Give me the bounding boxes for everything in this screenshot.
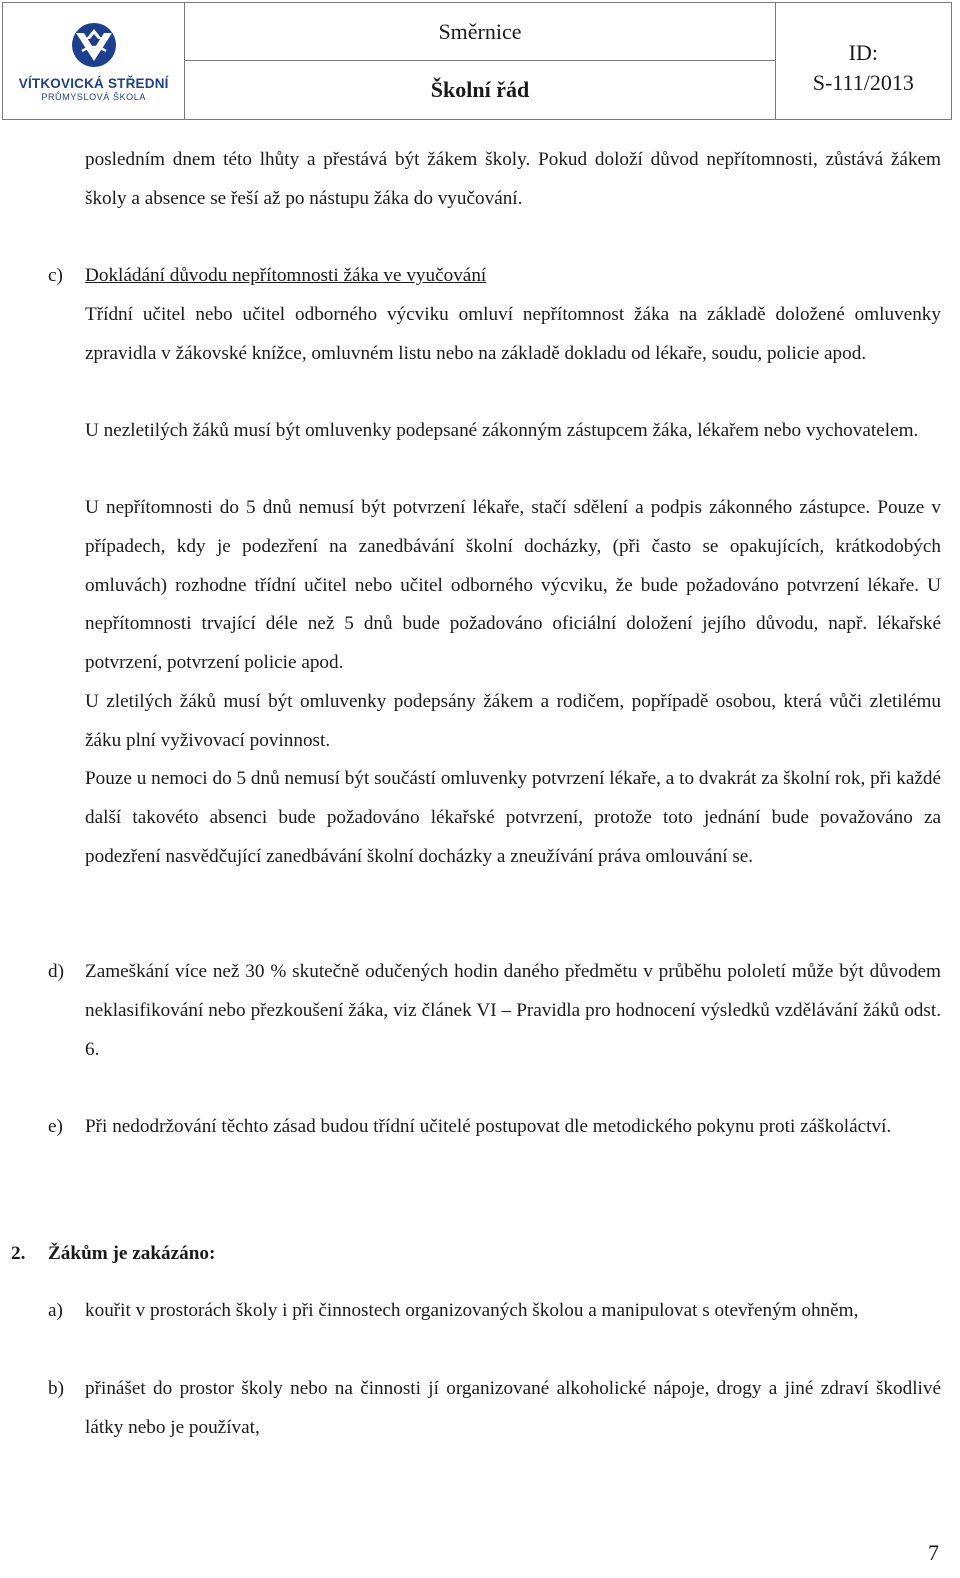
item-d-text: Zameškání více než 30 % skutečně odučených hodin daného předmětu v průběhu pololetí může být důvodem neklasifikování nebo přezkoušení žáka, viz článek VI – Pravidla pro hodnocení výsledků vzdělávání žáků odst. 6. <box>85 961 941 1060</box>
document-type: Směrnice <box>438 18 522 44</box>
logo-subtitle: PRŮMYSLOVÁ ŠKOLA <box>41 91 146 102</box>
section-2-item-b-marker: b) <box>48 1378 64 1399</box>
item-c-marker: c) <box>48 265 63 286</box>
continuation-paragraph: posledním dnem této lhůty a přestává být žákem školy. Pokud doloží důvod nepřítomnosti, zůstává žákem školy a absence se řeší až po nástupu žáka do vyučování. <box>85 149 941 209</box>
document-title: Školní řád <box>430 77 530 102</box>
section-2-item-a-marker: a) <box>48 1300 63 1321</box>
item-e-text: Při nedodržování těchto zásad budou třídní učitelé postupovat dle metodického pokynu proti záškoláctví. <box>85 1116 892 1137</box>
section-2-heading <box>11 1235 215 1274</box>
page-number: 7 <box>928 1540 939 1565</box>
logo-cell <box>3 3 185 120</box>
header-title-cell <box>185 3 775 120</box>
item-c-paragraph-1: Třídní učitel nebo učitel odborného výcviku omluví nepřítomnost žáka na základě doložené omluvenky zpravidla v žákovské knížce, omluvném listu nebo na základě dokladu od lékaře, soudu, policie apod. <box>85 304 941 364</box>
logo-name: VÍTKOVICKÁ STŘEDNÍ <box>18 75 169 91</box>
id-label: ID: <box>848 40 878 65</box>
item-e-marker: e) <box>48 1116 63 1137</box>
item-c-paragraph-3: U nepřítomnosti do 5 dnů nemusí být potvrzení lékaře, stačí sdělení a podpis zákonného zástupce. Pouze v případech, kdy je podezření na zanedbávání školní docházky, (při často se opakujících, krátkodobých omluvách) rozhodne třídní učitel nebo učitel odborného výcviku, že bude požadováno potvrzení lékaře. U nepřítomnosti trvající déle než 5 dnů bude požadováno oficiální doložení jejího důvodu, např. lékařské potvrzení, potvrzení policie apod. <box>85 497 941 674</box>
item-c-paragraph-5: Pouze u nemoci do 5 dnů nemusí být součástí omluvenky potvrzení lékaře, a to dvakrát za školní rok, při každé další takovéto absenci bude požadováno lékařské potvrzení, protože toto jednání bude považováno za podezření nasvědčující zanedbávání školní docházky a zneužívání práva omlouvání se. <box>85 768 941 867</box>
id-value: S-111/2013 <box>812 70 914 95</box>
item-c-paragraph-4: U zletilých žáků musí být omluvenky podepsány žákem a rodičem, popřípadě osobou, která vůči zletilému žáku plní vyživovací povinnost. <box>85 691 941 751</box>
item-c-heading: Dokládání důvodu nepřítomnosti žáka ve vyučování <box>85 265 487 286</box>
section-2-item-a-text: kouřit v prostorách školy i při činnostech organizovaných školou a manipulovat s otevřeným ohněm, <box>85 1300 859 1321</box>
item-d-marker: d) <box>48 961 64 982</box>
section-2-item-b-text: přinášet do prostor školy nebo na činnosti jí organizované alkoholické nápoje, drogy a jiné zdraví škodlivé látky nebo je používat, <box>85 1378 941 1438</box>
header-id-cell <box>775 3 951 120</box>
item-c-paragraph-2: U nezletilých žáků musí být omluvenky podepsané zákonným zástupcem žáka, lékařem nebo vychovatelem. <box>85 420 919 441</box>
section-2-number: 2. <box>11 1243 26 1264</box>
section-2-title: Žákům je zakázáno: <box>48 1243 216 1264</box>
school-logo-icon <box>68 21 120 69</box>
document-header <box>2 2 952 120</box>
